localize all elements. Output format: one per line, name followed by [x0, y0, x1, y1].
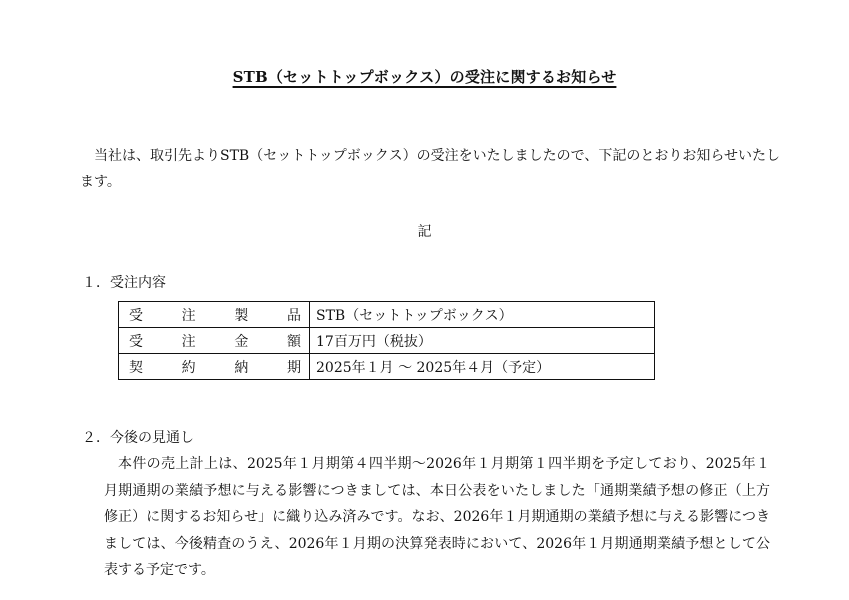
table-row [119, 354, 655, 380]
row-value-delivery: 2025年１月 ～ 2025年４月（予定） [310, 354, 655, 380]
section2-heading: ２．今後の見通し [82, 430, 194, 446]
table-row [119, 328, 655, 354]
order-details-table [118, 301, 655, 380]
table-row [119, 302, 655, 328]
ki-marker: 記 [417, 224, 432, 240]
row-value-product: STB（セットトップボックス） [310, 302, 655, 328]
document-title-text: STB（セットトップボックス）の受注に関するお知らせ [232, 68, 617, 86]
section1-heading: １．受注内容 [82, 275, 166, 291]
document-title [0, 66, 849, 87]
intro-paragraph: 当社は、取引先よりSTB（セットトップボックス）の受注をいたしましたので、下記のとおりお知らせいたします。 [80, 148, 780, 190]
row-label-product: 受注製品 [119, 302, 310, 328]
row-value-amount: 17百万円（税抜） [310, 328, 655, 354]
outlook-paragraph: 本件の売上計上は、2025年１月期第４四半期～2026年１月期第１四半期を予定しており、2025年１月期通期の業績予想に与える影響につきましては、本日公表をいたしました「通期業績予想の修正（上方修正）に関するお知らせ」に織り込み済みです。なお、2026年１月期通期の業績予想に与える影響につきましては、今後精査のうえ、2026年１月期の決算発表時において、2026年１月期通期業績予想として公表する予定です。 [104, 456, 770, 578]
row-label-delivery: 契約納期 [119, 354, 310, 380]
row-label-amount: 受注金額 [119, 328, 310, 354]
